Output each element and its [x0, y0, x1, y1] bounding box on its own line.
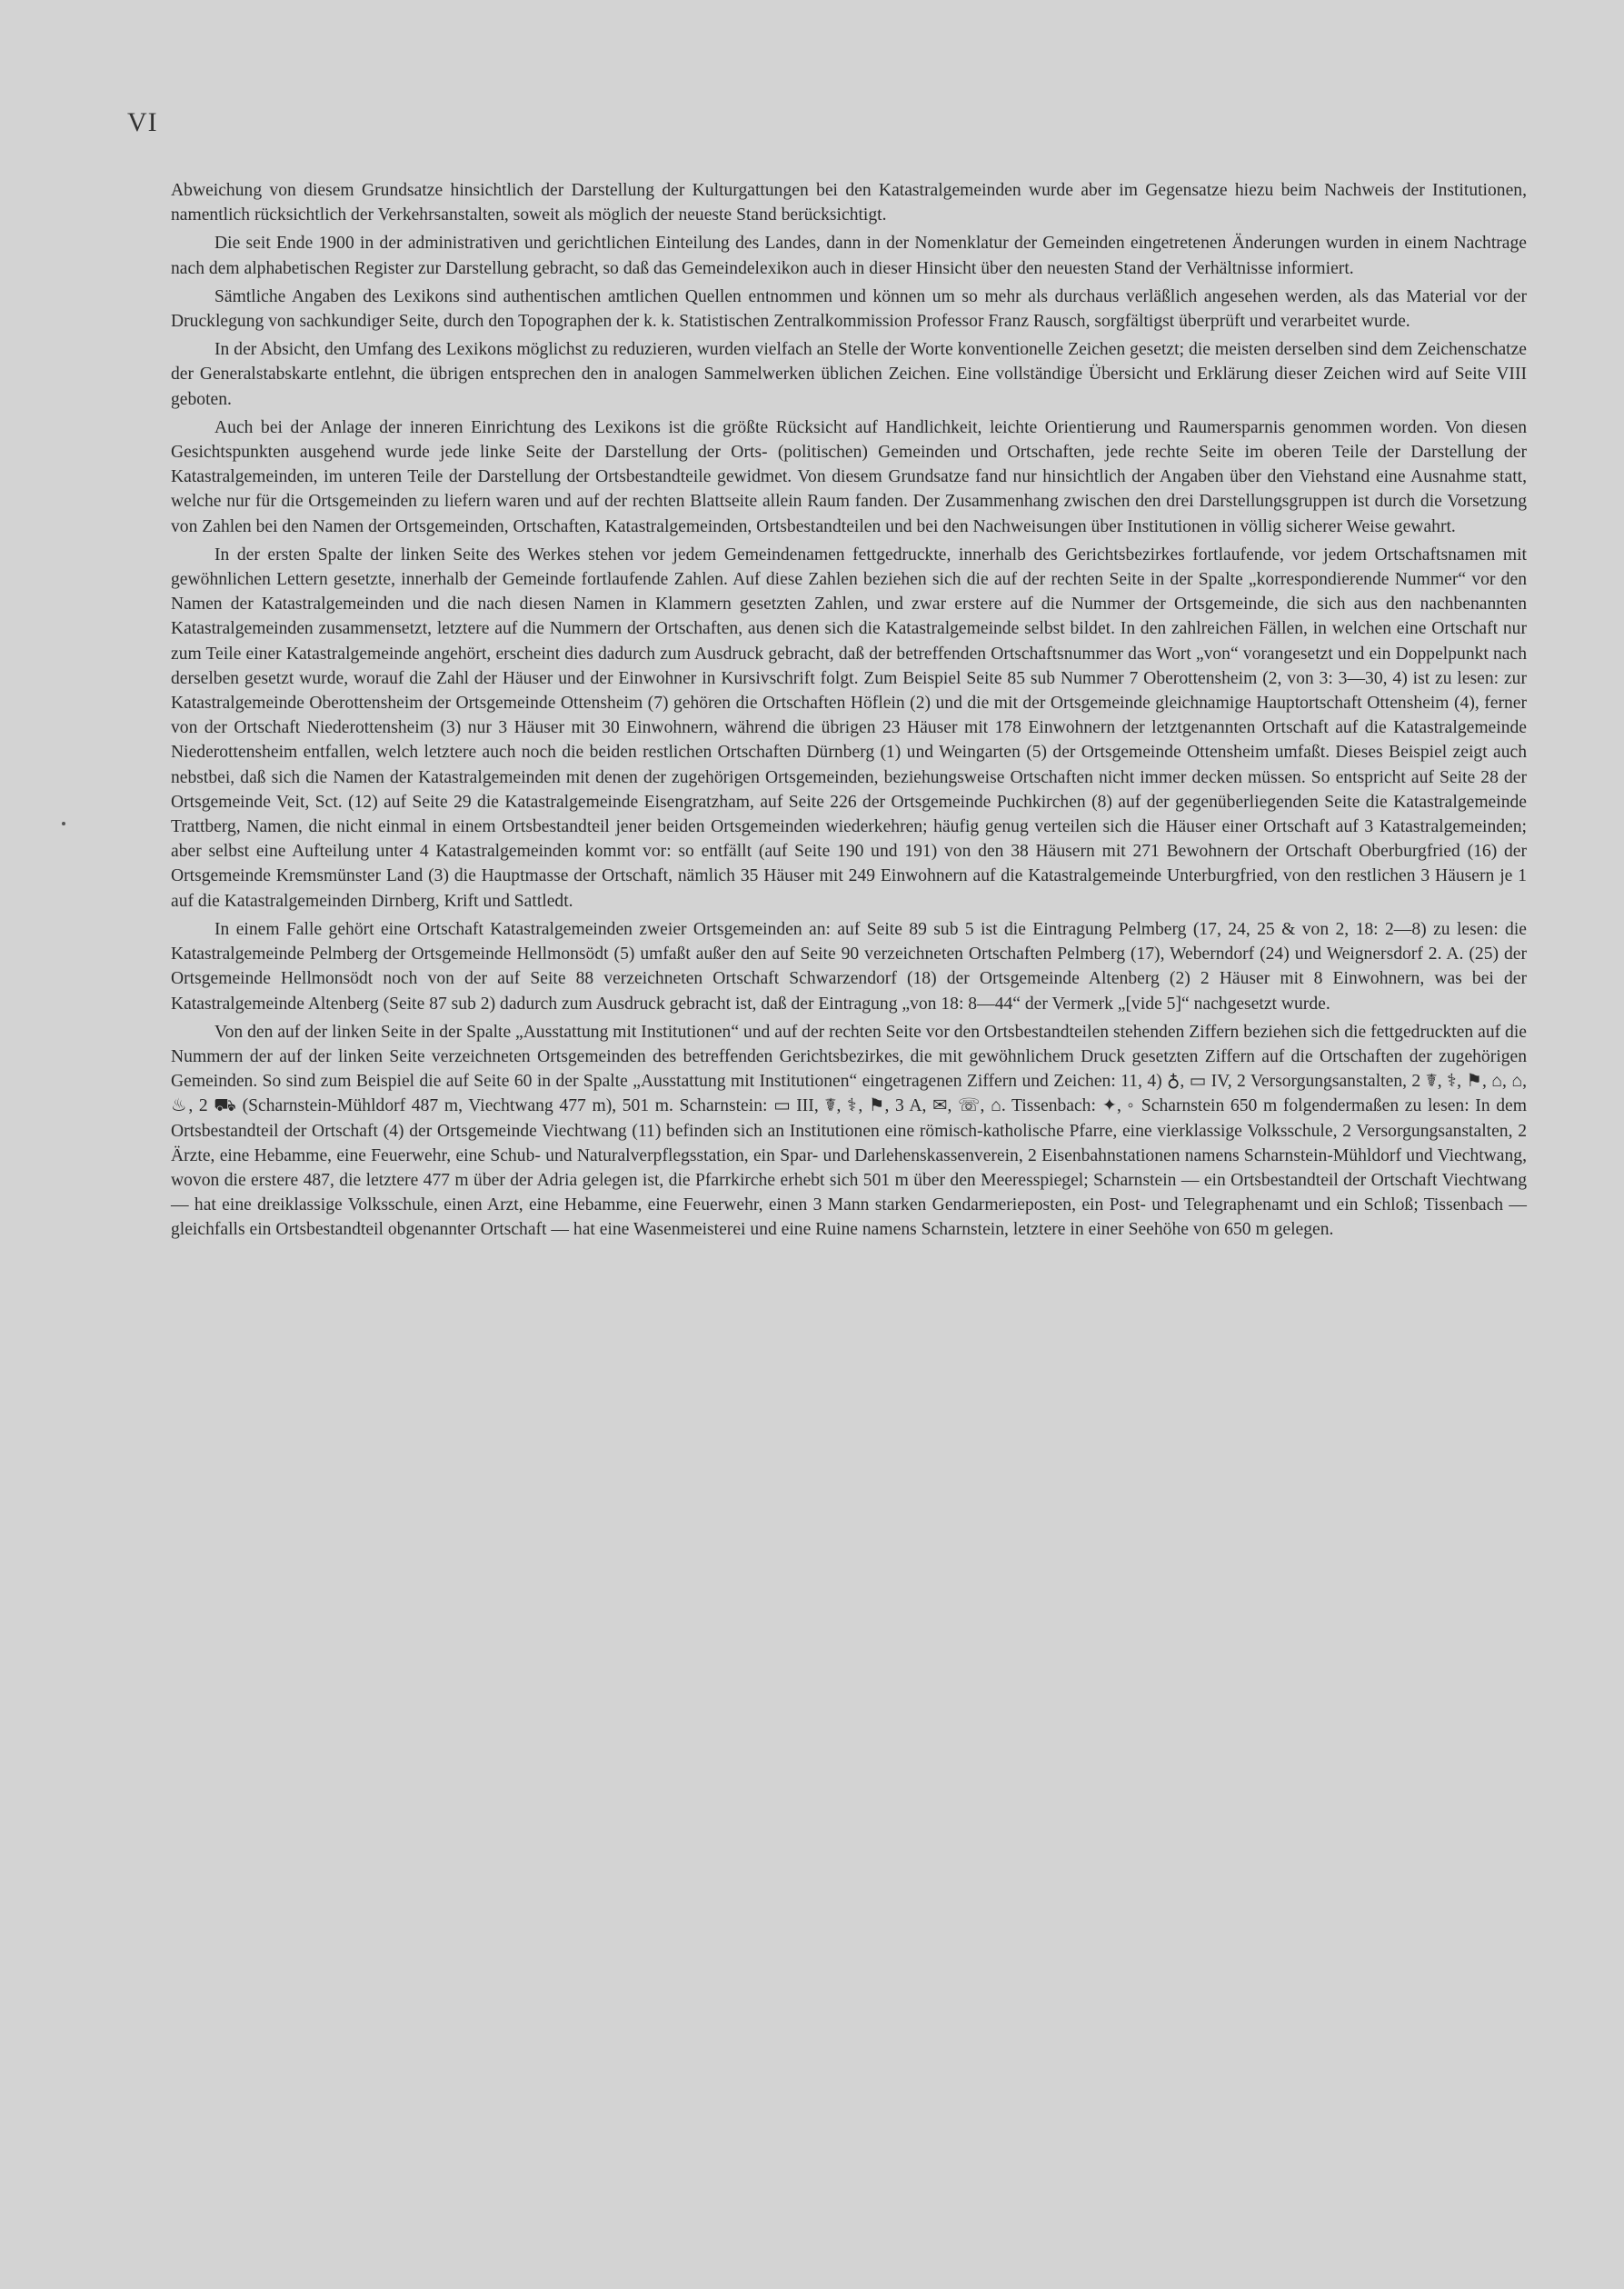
- paragraph: Auch bei der Anlage der inneren Einrichtung des Lexikons ist die größte Rücksicht auf Handlichkeit, leichte Orientierung und Raumersparnis genommen worden. Von diesen Gesichtspunkten ausgehend wurde jede linke Seite der Darstellung der Orts- (politischen) Gemeinden und Ortschaften, jede rechte Seite im oberen Teile der Darstellung der Katastralgemeinden, im unteren Teile der Darstellung der Ortsbestandteile gewidmet. Von diesem Grundsatze fand nur hinsichtlich der Angaben über den Viehstand eine Ausnahme statt, welche nur für die Ortsgemeinden zu liefern waren und auf der rechten Blattseite allein Raum fanden. Der Zusammenhang zwischen den drei Darstellungsgruppen ist durch die Vorsetzung von Zahlen bei den Namen der Ortsgemeinden, Ortschaften, Katastralgemeinden, Ortsbestandteilen und bei den Nachweisungen über Institutionen in völlig sicherer Weise gewahrt.: [171, 417, 1527, 536]
- paragraph: Abweichung von diesem Grundsatze hinsichtlich der Darstellung der Kulturgattungen bei den Katastralgemeinden wurde aber im Gegensatze hiezu beim Nachweis der Institutionen, namentlich rücksichtlich der Verkehrsanstalten, soweit als möglich der neueste Stand berücksichtigt.: [171, 181, 1527, 225]
- page-number: VI: [127, 107, 158, 137]
- body-text: [171, 178, 1527, 1243]
- paragraph: In einem Falle gehört eine Ortschaft Katastralgemeinden zweier Ortsgemeinden an: auf Seite 89 sub 5 ist die Eintragung Pelmberg (17, 24, 25 & von 2, 18: 2—8) zu lesen: die Katastralgemeinde Pelmberg der Ortsgemeinde Hellmonsödt (5) umfaßt außer den auf Seite 90 verzeichneten Ortschaften Pelmberg (17), Weberndorf (24) und Weignersdorf 2. A. (25) der Ortsgemeinde Hellmonsödt noch von der auf Seite 88 verzeichneten Ortschaft Schwarzendorf (18) der Ortsgemeinde Altenberg (2) 2 Häuser mit 8 Einwohnern, was bei der Katastralgemeinde Altenberg (Seite 87 sub 2) dadurch zum Ausdruck gebracht ist, daß der Eintragung „von 18: 8—44“ der Vermerk „[vide 5]“ nachgesetzt wurde.: [171, 919, 1527, 1014]
- paragraph: Die seit Ende 1900 in der administrativen und gerichtlichen Einteilung des Landes, dann in der Nomenklatur der Gemeinden eingetretenen Änderungen wurden in einem Nachtrage nach dem alphabetischen Register zur Darstellung gebracht, so daß das Gemeindelexikon auch in dieser Hinsicht über den neuesten Stand der Verhältnisse informiert.: [171, 234, 1527, 278]
- paragraph: In der Absicht, den Umfang des Lexikons möglichst zu reduzieren, wurden vielfach an Stelle der Worte konventionelle Zeichen gesetzt; die meisten derselben sind dem Zeichenschatze der Generalstabskarte entlehnt, die übrigen entsprechen den in analogen Sammelwerken üblichen Zeichen. Eine vollständige Übersicht und Erklärung dieser Zeichen wird auf Seite VIII geboten.: [171, 340, 1527, 409]
- margin-mark: [62, 822, 65, 825]
- paragraph: Sämtliche Angaben des Lexikons sind authentischen amtlichen Quellen entnommen und können um so mehr als durchaus verläßlich angesehen werden, als das Material vor der Drucklegung von sachkundiger Seite, durch den Topographen der k. k. Statistischen Zentralkommission Professor Franz Rausch, sorgfältigst überprüft und verarbeitet wurde.: [171, 286, 1527, 332]
- paragraph: In der ersten Spalte der linken Seite des Werkes stehen vor jedem Gemeindenamen fettgedruckte, innerhalb des Gerichtsbezirkes fortlaufende, vor jedem Ortschaftsnamen mit gewöhnlichen Lettern gesetzte, innerhalb der Gemeinde fortlaufende Zahlen. Auf diese Zahlen beziehen sich die auf der rechten Seite in der Spalte „korrespondierende Nummer“ vor den Namen der Katastralgemeinden und die nach diesen Namen in Klammern gesetzten Zahlen, und zwar erstere auf die Nummer der Ortsgemeinde, die sich aus den nachbenannten Katastralgemeinden zusammensetzt, letztere auf die Nummern der Ortschaften, aus denen sich die Katastralgemeinde selbst bildet. In den zahlreichen Fällen, in welchen eine Ortschaft nur zum Teile einer Katastralgemeinde angehört, erscheint dies dadurch zum Ausdruck gebracht, daß der betreffenden Ortschaftsnummer das Wort „von“ vorangesetzt und ein Doppelpunkt nach derselben gesetzt wurde, worauf die Zahl der Häuser und der Einwohner in Kursivschrift folgt. Zum Beispiel Seite 85 sub Nummer 7 Oberottensheim (2, von 3: 3—30, 4) ist zu lesen: zur Katastralgemeinde Oberottensheim der Ortsgemeinde Ottensheim (7) gehören die Ortschaften Höflein (2) und die mit der Ortsgemeinde gleichnamige Hauptortschaft Ottensheim (4), ferner von der Ortschaft Niederottensheim (3) nur 3 Häuser mit 30 Einwohnern, während die übrigen 23 Häuser mit 178 Einwohnern der letztgenannten Ortschaft auf die Katastralgemeinde Niederottensheim entfallen, welch letztere auch noch die beiden restlichen Ortschaften Dürnberg (1) und Weingarten (5) der Ortsgemeinde Ottensheim umfaßt. Dieses Beispiel zeigt auch nebstbei, daß sich die Namen der Katastralgemeinden mit denen der zugehörigen Ortsgemeinden, beziehungsweise Ortschaften nicht immer decken müssen. So entspricht auf Seite 28 der Ortsgemeinde Veit, Sct. (12) auf Seite 29 die Katastralgemeinde Eisengratzham, auf Seite 226 der Ortsgemeinde Puchkirchen (8) auf der gegenüberliegenden Seite die Katastralgemeinde Trattberg, Namen, die nicht einmal in einem Ortsbestandteil jener beiden Ortsgemeinden wiederkehren; häufig genug verteilen sich die Häuser einer Ortschaft auf 3 Katastralgemeinden; aber selbst eine Aufteilung unter 4 Katastralgemeinden kommt vor: so entfällt (auf Seite 190 und 191) von den 38 Häusern mit 271 Bewohnern der Ortschaft Oberburgfried (16) der Ortsgemeinde Kremsmünster Land (3) die Hauptmasse der Ortschaft, nämlich 35 Häuser mit 249 Einwohnern auf die Katastralgemeinde Unterburgfried, von den restlichen 3 Häusern je 1 auf die Katastralgemeinden Dirnberg, Krift und Sattledt.: [171, 545, 1527, 911]
- paragraph: Von den auf der linken Seite in der Spalte „Ausstattung mit Institutionen“ und auf der rechten Seite vor den Ortsbestandteilen stehenden Ziffern beziehen sich die fettgedruckten auf die Nummern der auf der linken Seite verzeichneten Ortsgemeinden des betreffenden Gerichtsbezirkes, die mit gewöhnlichem Druck gesetzten Ziffern auf die Ortschaften der zugehörigen Gemeinden. So sind zum Beispiel die auf Seite 60 in der Spalte „Ausstattung mit Institutionen“ eingetragenen Ziffern und Zeichen: 11, 4) ♁, ▭ IV, 2 Versorgungsanstalten, 2 ☤, ⚕, ⚑, ⌂, ⌂, ♨, 2 ⛟ (Scharnstein-Mühldorf 487 m, Viechtwang 477 m), 501 m. Scharnstein: ▭ III, ☤, ⚕, ⚑, 3 A, ✉, ☏, ⌂. Tissenbach: ✦, ◦ Scharnstein 650 m folgendermaßen zu lesen: In dem Ortsbestandteil der Ortschaft (4) der Ortsgemeinde Viechtwang (11) befinden sich an Institutionen eine römisch-katholische Pfarre, eine vierklassige Volksschule, 2 Versorgungsanstalten, 2 Ärzte, eine Hebamme, eine Feuerwehr, eine Schub- und Naturalverpflegsstation, ein Spar- und Darlehenskassenverein, 2 Eisenbahnstationen namens Scharnstein-Mühldorf und Viechtwang, wovon die erstere 487, die letztere 477 m über der Adria gelegen ist, die Pfarrkirche erhebt sich 501 m über den Meeresspiegel; Scharnstein — ein Ortsbestandteil der Ortschaft Viechtwang — hat eine dreiklassige Volksschule, einen Arzt, eine Hebamme, eine Feuerwehr, einen 3 Mann starken Gendarmerieposten, ein Post- und Telegraphenamt und ein Schloß; Tissenbach — gleichfalls ein Ortsbestandteil obgenannter Ortschaft — hat eine Wasenmeisterei und eine Ruine namens Scharnstein, letztere in einer Seehöhe von 650 m gelegen.: [171, 1022, 1527, 1240]
